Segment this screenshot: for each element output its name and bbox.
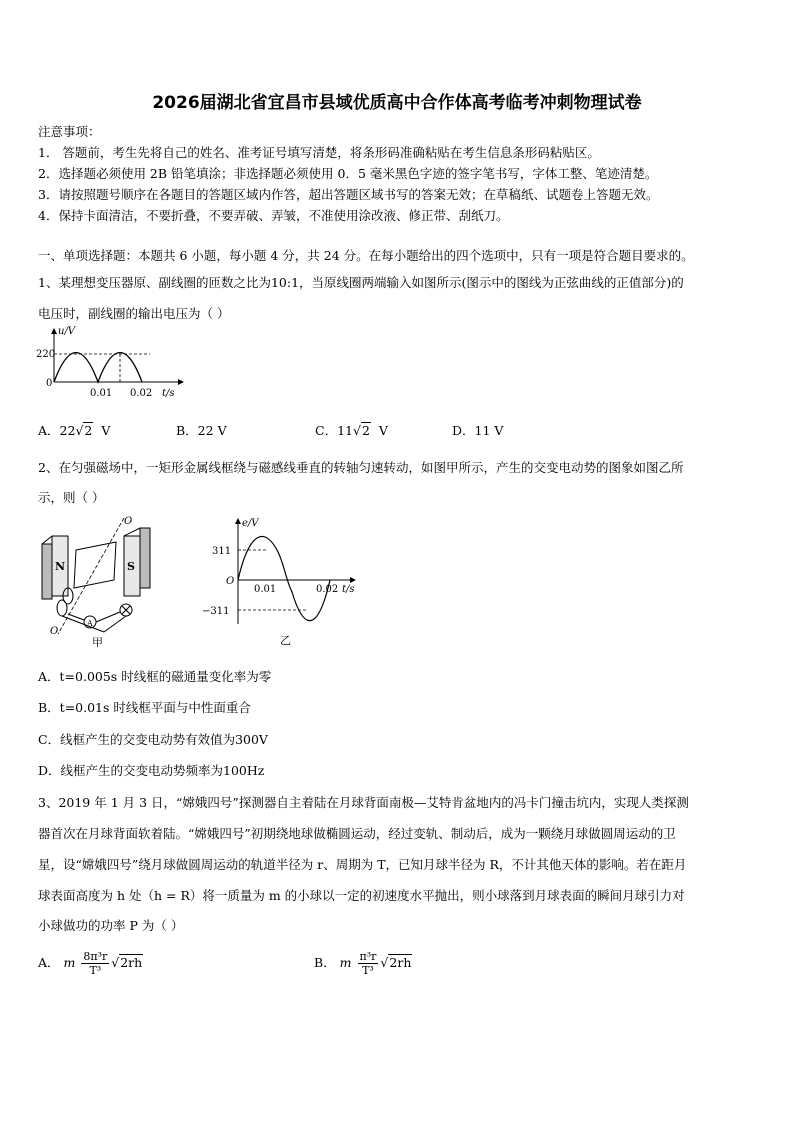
q1-option-c-root: 2	[361, 423, 370, 438]
q2-stem-line1: 2、在匀强磁场中，一矩形金属线框绕与磁感线垂直的转轴匀速转动，如图甲所示，产生的交变电动势的图象如图乙所	[38, 460, 684, 475]
q3-option-a-numerator: 8π³r	[83, 950, 108, 963]
q1-graph-origin: 0	[46, 378, 53, 389]
q3-option-b-fraction	[358, 950, 379, 977]
q3-option-a: A． m $\frac{\text{8π³r}}{\text{T³}}$ √2rh	[38, 950, 143, 977]
q3-option-b-denominator: T³	[362, 964, 374, 977]
q1-graph-xtick-1: 0.01	[90, 388, 113, 399]
q1-graph-y-value: 220	[36, 349, 56, 360]
q3-stem-line5: 小球做功的功率 P 为（ ）	[38, 918, 184, 933]
q3-stem-line4: 球表面高度为 h 处（h = R）将一质量为 m 的小球以一定的初速度水平抛出，则小球落到月球表面的瞬间月球引力对	[38, 888, 685, 903]
q3-option-b-m: m	[339, 955, 352, 970]
q2-graph-x-label: t/s	[342, 584, 355, 595]
q3-option-a-root: 2rh	[120, 955, 143, 970]
magnet-s-label: S	[127, 560, 135, 573]
q1-option-c-unit: V	[378, 423, 388, 438]
ammeter-label: A	[87, 619, 93, 628]
q1-option-a-unit: V	[101, 423, 111, 438]
q1-graph-y-label: u/V	[58, 326, 76, 337]
q3-option-a-label: A．	[38, 955, 60, 970]
q1-graph-xtick-2: 0.02	[130, 388, 153, 399]
q3-stem-line3: 星，设“嫦娥四号”绕月球做圆周运动的轨道半径为 r、周期为 T，已知月球半径为 R，不计其他天体的影响。若在距月	[38, 857, 687, 872]
q1-stem-line2: 电压时，副线圈的输出电压为（ ）	[38, 306, 230, 321]
q3-option-b-numerator: π³r	[359, 950, 377, 963]
axis-o-top: O	[124, 516, 133, 527]
q2-option-b: B．t=0.01s 时线框平面与中性面重合	[38, 700, 251, 715]
q3-option-b-root: 2rh	[389, 955, 412, 970]
q2-option-c: C．线框产生的交变电动势有效值为300V	[38, 732, 268, 747]
q2-figure-yi	[198, 514, 362, 648]
q1-voltage-graph	[36, 326, 186, 400]
page-title: 2026届湖北省宜昌市县域优质高中合作体高考临考冲刺物理试卷	[152, 93, 642, 113]
q1-option-a-prefix: A．22	[38, 423, 76, 438]
q2-figure-jia	[38, 514, 158, 648]
q3-option-a-denominator: T³	[89, 964, 102, 977]
q1-option-c-prefix: C．11	[315, 423, 353, 438]
q1-option-a-root: 2	[84, 423, 93, 438]
q1-option-d: D．11 V	[452, 423, 504, 438]
q3-option-b: B． m $\frac{\text{π³r}}{\text{T³}}$ √2rh	[314, 950, 412, 977]
q1-option-b: B．22 V	[176, 423, 227, 438]
q2-stem-line2: 示，则（ ）	[38, 490, 105, 505]
figure-yi-caption: 乙	[280, 634, 291, 647]
q1-graph-x-label: t/s	[162, 388, 175, 399]
section-heading: 一、单项选择题：本题共 6 小题，每小题 4 分，共 24 分。在每小题给出的四个选项中，只有一项是符合题目要求的。	[38, 248, 694, 263]
q2-graph-xtick-1: 0.01	[254, 584, 277, 595]
q2-graph-y-label: e/V	[242, 518, 259, 529]
q3-option-a-m: m	[63, 955, 76, 970]
q2-graph-origin: O	[226, 576, 235, 587]
q1-stem-line1: 1、某理想变压器原、副线圈的匝数之比为10:1，当原线圈两端输入如图所示(图示中的图线为正弦曲线的正值部分)的	[38, 275, 684, 290]
q3-option-a-fraction	[81, 950, 109, 977]
notice-item-2: 2．选择题必须使用 2B 铅笔填涂；非选择题必须使用 0．5 毫米黑色字迹的签字笔书写，字体工整、笔迹清楚。	[38, 166, 658, 181]
notice-item-4: 4．保持卡面清洁，不要折叠，不要弄破、弄皱，不准使用涂改液、修正带、刮纸刀。	[38, 208, 509, 223]
q1-option-a: A．22√2 V	[38, 423, 111, 438]
notice-heading: 注意事项：	[38, 124, 101, 139]
q2-graph-y-max: 311	[212, 546, 232, 557]
q3-stem-line1: 3、2019 年 1 月 3 日，“嫦娥四号”探测器自主着陆在月球背面南极—艾特肯盆地内的冯卡门撞击坑内，实现人类探测	[38, 795, 689, 810]
figure-jia-caption: 甲	[92, 636, 103, 648]
notice-item-1: 1． 答题前，考生先将自己的姓名、准考证号填写清楚，将条形码准确粘贴在考生信息条形码粘贴区。	[38, 145, 600, 160]
q2-option-a: A．t=0.005s 时线框的磁通量变化率为零	[38, 669, 272, 684]
q1-option-c: C．11√2 V	[315, 423, 388, 438]
q2-graph-y-min: −311	[202, 606, 230, 617]
q3-stem-line2: 器首次在月球背面软着陆。“嫦娥四号”初期绕地球做椭圆运动，经过变轨、制动后，成为一颗绕月球做圆周运动的卫	[38, 826, 676, 841]
axis-o-bottom: O	[50, 626, 59, 637]
q2-graph-xtick-2: 0.02	[316, 584, 339, 595]
q2-option-d: D．线框产生的交变电动势频率为100Hz	[38, 763, 265, 778]
notice-item-3: 3．请按照题号顺序在各题目的答题区域内作答，超出答题区域书写的答案无效；在草稿纸、试题卷上答题无效。	[38, 187, 659, 202]
q3-option-b-label: B．	[314, 955, 336, 970]
magnet-n-label: N	[55, 560, 66, 573]
